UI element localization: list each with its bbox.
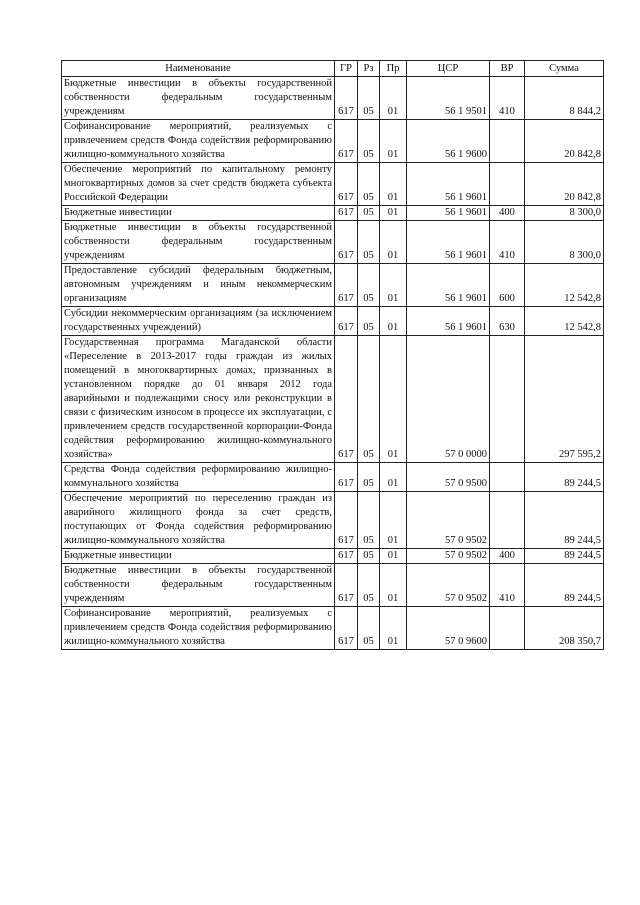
cell-vr: 600 <box>490 264 525 307</box>
cell-pr: 01 <box>380 492 407 549</box>
cell-gr: 617 <box>335 77 358 120</box>
cell-vr: 410 <box>490 77 525 120</box>
cell-rz: 05 <box>358 492 380 549</box>
table-row <box>62 264 604 307</box>
cell-sum: 8 844,2 <box>525 77 604 120</box>
cell-rz: 05 <box>358 564 380 607</box>
table-row <box>62 163 604 206</box>
cell-pr: 01 <box>380 206 407 221</box>
cell-csr: 56 1 9601 <box>407 163 490 206</box>
cell-name: Бюджетные инвестиции <box>62 206 335 221</box>
cell-gr: 617 <box>335 221 358 264</box>
cell-sum: 89 244,5 <box>525 549 604 564</box>
table-row <box>62 607 604 650</box>
cell-name: Субсидии некоммерческим организациям (за исключением государственных учреждений) <box>62 307 335 336</box>
cell-vr <box>490 120 525 163</box>
table-row <box>62 564 604 607</box>
table-row <box>62 549 604 564</box>
cell-gr: 617 <box>335 264 358 307</box>
cell-name: Бюджетные инвестиции в объекты государственной собственности федеральным государственным учреждениям <box>62 221 335 264</box>
cell-vr: 410 <box>490 564 525 607</box>
cell-rz: 05 <box>358 206 380 221</box>
cell-vr <box>490 163 525 206</box>
cell-csr: 56 1 9601 <box>407 221 490 264</box>
cell-name: Софинансирование мероприятий, реализуемых с привлечением средств Фонда содействия реформированию жилищно-коммунального хозяйства <box>62 607 335 650</box>
cell-sum: 89 244,5 <box>525 564 604 607</box>
cell-rz: 05 <box>358 607 380 650</box>
header-sum: Сумма <box>525 61 604 77</box>
cell-rz: 05 <box>358 307 380 336</box>
cell-pr: 01 <box>380 77 407 120</box>
table-row <box>62 492 604 549</box>
cell-pr: 01 <box>380 607 407 650</box>
header-vr: ВР <box>490 61 525 77</box>
cell-pr: 01 <box>380 307 407 336</box>
table-row <box>62 307 604 336</box>
cell-name: Обеспечение мероприятий по капитальному ремонту многоквартирных домов за счет средств бюджета субъекта Российской Федерации <box>62 163 335 206</box>
cell-pr: 01 <box>380 463 407 492</box>
cell-csr: 57 0 0000 <box>407 336 490 463</box>
cell-sum: 208 350,7 <box>525 607 604 650</box>
cell-rz: 05 <box>358 221 380 264</box>
cell-csr: 57 0 9600 <box>407 607 490 650</box>
cell-sum: 297 595,2 <box>525 336 604 463</box>
cell-gr: 617 <box>335 564 358 607</box>
cell-csr: 56 1 9501 <box>407 77 490 120</box>
header-pr: Пр <box>380 61 407 77</box>
cell-gr: 617 <box>335 307 358 336</box>
cell-sum: 8 300,0 <box>525 206 604 221</box>
cell-gr: 617 <box>335 120 358 163</box>
header-gr: ГР <box>335 61 358 77</box>
cell-pr: 01 <box>380 120 407 163</box>
cell-csr: 57 0 9502 <box>407 492 490 549</box>
cell-gr: 617 <box>335 463 358 492</box>
cell-sum: 8 300,0 <box>525 221 604 264</box>
cell-gr: 617 <box>335 549 358 564</box>
table-row <box>62 77 604 120</box>
cell-sum: 20 842,8 <box>525 163 604 206</box>
cell-csr: 56 1 9600 <box>407 120 490 163</box>
cell-csr: 57 0 9500 <box>407 463 490 492</box>
cell-pr: 01 <box>380 564 407 607</box>
cell-name: Обеспечение мероприятий по переселению граждан из аварийного жилищного фонда за счет средств, поступающих от Фонда содействия реформированию жилищно-коммунального хозяйства <box>62 492 335 549</box>
cell-rz: 05 <box>358 336 380 463</box>
cell-vr: 400 <box>490 549 525 564</box>
cell-rz: 05 <box>358 463 380 492</box>
cell-gr: 617 <box>335 492 358 549</box>
header-rz: Рз <box>358 61 380 77</box>
cell-vr <box>490 463 525 492</box>
cell-gr: 617 <box>335 607 358 650</box>
cell-sum: 12 542,8 <box>525 307 604 336</box>
cell-rz: 05 <box>358 120 380 163</box>
table-row <box>62 221 604 264</box>
table-header-row <box>62 61 604 77</box>
cell-csr: 56 1 9601 <box>407 206 490 221</box>
cell-sum: 12 542,8 <box>525 264 604 307</box>
cell-pr: 01 <box>380 549 407 564</box>
cell-vr: 630 <box>490 307 525 336</box>
cell-csr: 57 0 9502 <box>407 549 490 564</box>
header-name: Наименование <box>62 61 335 77</box>
cell-gr: 617 <box>335 163 358 206</box>
cell-gr: 617 <box>335 206 358 221</box>
table-row <box>62 120 604 163</box>
cell-gr: 617 <box>335 336 358 463</box>
table-row <box>62 336 604 463</box>
cell-csr: 56 1 9601 <box>407 264 490 307</box>
cell-csr: 56 1 9601 <box>407 307 490 336</box>
header-csr: ЦСР <box>407 61 490 77</box>
cell-vr <box>490 607 525 650</box>
cell-pr: 01 <box>380 336 407 463</box>
cell-vr: 410 <box>490 221 525 264</box>
cell-rz: 05 <box>358 163 380 206</box>
table-row <box>62 206 604 221</box>
cell-pr: 01 <box>380 163 407 206</box>
table-row <box>62 463 604 492</box>
budget-table <box>61 60 604 650</box>
cell-name: Софинансирование мероприятий, реализуемых с привлечением средств Фонда содействия реформированию жилищно-коммунального хозяйства <box>62 120 335 163</box>
cell-vr: 400 <box>490 206 525 221</box>
cell-name: Бюджетные инвестиции <box>62 549 335 564</box>
cell-rz: 05 <box>358 264 380 307</box>
cell-pr: 01 <box>380 221 407 264</box>
cell-vr <box>490 336 525 463</box>
cell-csr: 57 0 9502 <box>407 564 490 607</box>
cell-sum: 89 244,5 <box>525 463 604 492</box>
cell-name: Бюджетные инвестиции в объекты государственной собственности федеральным государственным учреждениям <box>62 77 335 120</box>
cell-rz: 05 <box>358 549 380 564</box>
cell-pr: 01 <box>380 264 407 307</box>
cell-sum: 20 842,8 <box>525 120 604 163</box>
cell-name: Предоставление субсидий федеральным бюджетным, автономным учреждениям и иным некоммерческим организациям <box>62 264 335 307</box>
cell-rz: 05 <box>358 77 380 120</box>
cell-name: Государственная программа Магаданской области «Переселение в 2013-2017 годы граждан из жилых помещений в многоквартирных домах, признанных в установленном порядке до 01 января 2012 года аварийными и подлежащими сносу или реконструкции в связи с физическим износом в процессе их эксплуатации, с привлечением средств государственной корпорации-Фонда содействия реформированию жилищно-коммунального хозяйства» <box>62 336 335 463</box>
cell-sum: 89 244,5 <box>525 492 604 549</box>
cell-name: Средства Фонда содействия реформированию жилищно-коммунального хозяйства <box>62 463 335 492</box>
cell-name: Бюджетные инвестиции в объекты государственной собственности федеральным государственным учреждениям <box>62 564 335 607</box>
cell-vr <box>490 492 525 549</box>
